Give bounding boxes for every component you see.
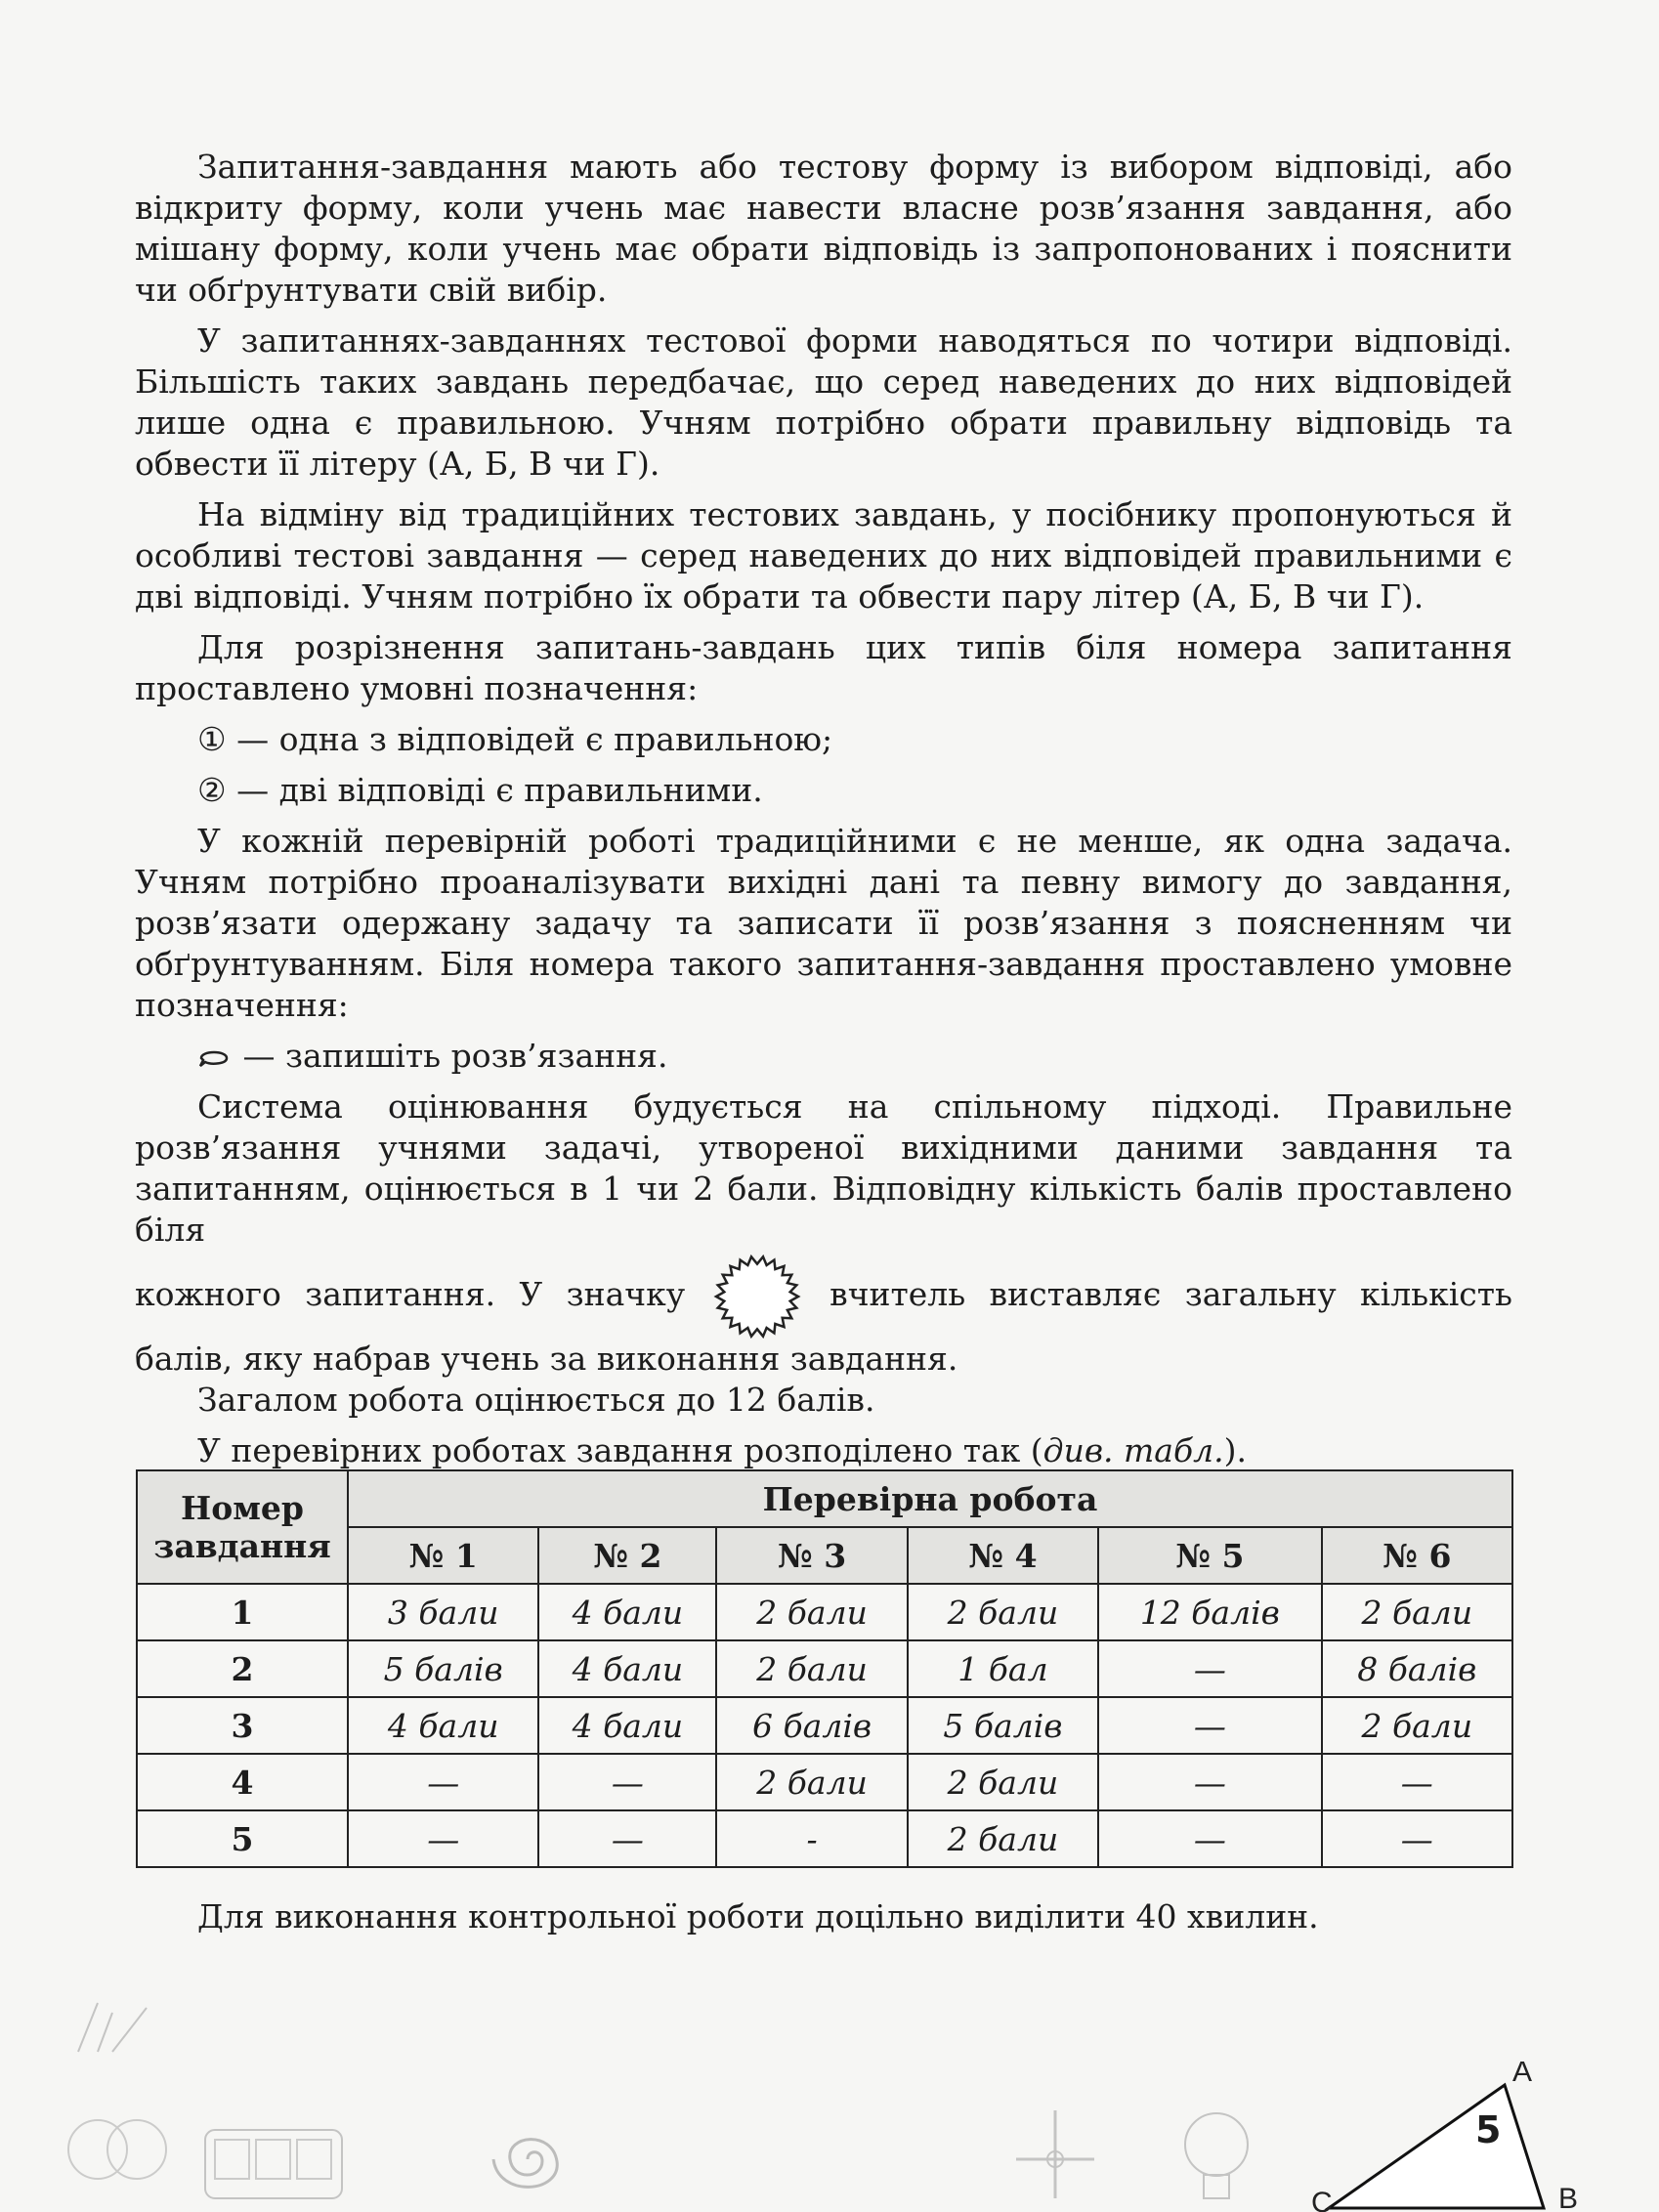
score-cell: 4 бали <box>538 1640 716 1697</box>
triangle-label-a: A <box>1512 2062 1533 2088</box>
score-cell: 2 бали <box>908 1754 1098 1810</box>
score-cell: 6 балів <box>716 1697 907 1754</box>
paragraph-grading-end: балів, яку набрав учень за виконання завдання. <box>135 1340 958 1378</box>
table-row <box>137 1640 1512 1697</box>
score-cell: — <box>1098 1754 1321 1810</box>
paragraph-test-form: У запитаннях-завданнях тестової форми наводяться по чотири відповіді. Більшість таких завдань передбачає, що серед наведених до них відповідей лише одна є правильною. Учням потрібно обрати правильну відповідь та обвести її літеру (А, Б, В чи Г). <box>135 321 1512 483</box>
speech-bubble-icon <box>197 1037 243 1075</box>
score-cell: — <box>1098 1640 1321 1697</box>
task-number-cell: 1 <box>137 1584 348 1640</box>
score-cell: 5 балів <box>908 1697 1098 1754</box>
owl-doodle-icon <box>39 1993 186 2212</box>
score-cell: — <box>1322 1810 1512 1867</box>
paragraph-special-tests: На відміну від традиційних тестових завдань, у посібнику пропонуються й особливі тестові завдання — серед наведених до них відповідей правильними є дві відповіді. Учням потрібно їх обрати та обвести пару літер (А, Б, В чи Г). <box>135 495 1512 616</box>
task-number-cell: 3 <box>137 1697 348 1754</box>
paragraph-grading-star-line: кожного запитання. У значку вчитель виставляє загальну кількість <box>135 1251 1512 1339</box>
score-star-icon <box>699 1255 816 1339</box>
group-header: Перевірна робота <box>348 1470 1512 1527</box>
score-cell: 2 бали <box>716 1754 907 1810</box>
score-cell: — <box>1322 1754 1512 1810</box>
paragraph-distribution: У перевірних роботах завдання розподілено так (див. табл.). <box>197 1431 1247 1469</box>
score-cell: — <box>538 1754 716 1810</box>
score-cell: — <box>1098 1810 1321 1867</box>
body-text <box>135 147 1512 1471</box>
page-number: 5 <box>1475 2108 1502 2151</box>
triangle-label-c: C <box>1311 2187 1333 2212</box>
spiral-doodle-icon <box>459 2091 596 2212</box>
column-header: № 1 <box>348 1527 538 1584</box>
task-number-cell: 2 <box>137 1640 348 1697</box>
score-cell: 2 бали <box>1322 1697 1512 1754</box>
paragraph-problems: У кожній перевірній роботі традиційними є не менше, як одна задача. Учням потрібно проаналізувати вихідні дані та певну вимогу до завдання, розв’язати одержану задачу та записати її розв’язання з поясненням чи обґрунтуванням. Біля номера такого запитання-завдання проставлено умовне позначення: <box>135 822 1512 1024</box>
score-cell: — <box>538 1810 716 1867</box>
paragraph-max-score: Загалом робота оцінюється до 12 балів. <box>197 1381 875 1419</box>
legend-one-correct: ① — одна з відповідей є правильною; <box>197 720 833 758</box>
score-cell: 5 балів <box>348 1640 538 1697</box>
propeller-doodle-icon <box>997 2101 1114 2212</box>
score-cell: — <box>1098 1697 1321 1754</box>
score-cell: 2 бали <box>908 1584 1098 1640</box>
task-number-cell: 5 <box>137 1810 348 1867</box>
score-cell: 2 бали <box>716 1584 907 1640</box>
table-body <box>137 1584 1512 1867</box>
score-cell: 3 бали <box>348 1584 538 1640</box>
score-cell: 2 бали <box>908 1810 1098 1867</box>
paragraph-answer-forms: Запитання-завдання мають або тестову форму із вибором відповіді, або відкриту форму, коли учень має навести власне розв’язання завдання, або мішану форму, коли учень має обрати відповідь із запропонованих і пояснити чи обґрунтувати свій вибір. <box>135 148 1512 309</box>
column-header: № 5 <box>1098 1527 1321 1584</box>
score-cell: 4 бали <box>348 1697 538 1754</box>
score-cell: 12 балів <box>1098 1584 1321 1640</box>
table-row <box>137 1584 1512 1640</box>
table-row <box>137 1697 1512 1754</box>
triangle-label-b: B <box>1558 2183 1579 2212</box>
score-cell: 2 бали <box>716 1640 907 1697</box>
task-number-cell: 4 <box>137 1754 348 1810</box>
score-cell: - <box>716 1810 907 1867</box>
cart-doodle-icon <box>195 2110 352 2212</box>
paragraph-legend-intro: Для розрізнення запитань-завдань цих типів біля номера запитання проставлено умовні позначення: <box>135 628 1512 707</box>
legend-write-solution-text: — запишіть розв’язання. <box>242 1037 668 1075</box>
table-row <box>137 1810 1512 1867</box>
column-header: № 6 <box>1322 1527 1512 1584</box>
score-cell: 4 бали <box>538 1697 716 1754</box>
score-distribution-table <box>136 1469 1513 1868</box>
legend-two-correct: ② — дві відповіді є правильними. <box>197 771 763 809</box>
footer-note: Для виконання контрольної роботи доцільно виділити 40 хвилин. <box>197 1897 1319 1936</box>
paragraph-grading: Система оцінювання будується на спільному підході. Правильне розв’язання учнями задачі, утвореної вихідними даними завдання та запитанням, оцінюється в 1 чи 2 бали. Відповідну кількість балів проставлено біля <box>135 1087 1512 1249</box>
legend-write-solution <box>135 1036 1512 1077</box>
score-cell: — <box>348 1810 538 1867</box>
score-cell: 8 балів <box>1322 1640 1512 1697</box>
column-header: № 4 <box>908 1527 1098 1584</box>
lightbulb-doodle-icon <box>1172 2091 1260 2212</box>
column-header: № 3 <box>716 1527 907 1584</box>
score-cell: 2 бали <box>1322 1584 1512 1640</box>
score-cell: 4 бали <box>538 1584 716 1640</box>
score-cell: — <box>348 1754 538 1810</box>
column-header: № 2 <box>538 1527 716 1584</box>
triangle-abc-icon <box>1309 2062 1602 2212</box>
score-cell: 1 бал <box>908 1640 1098 1697</box>
corner-header: Номер завдання <box>137 1470 348 1584</box>
table-row <box>137 1754 1512 1810</box>
